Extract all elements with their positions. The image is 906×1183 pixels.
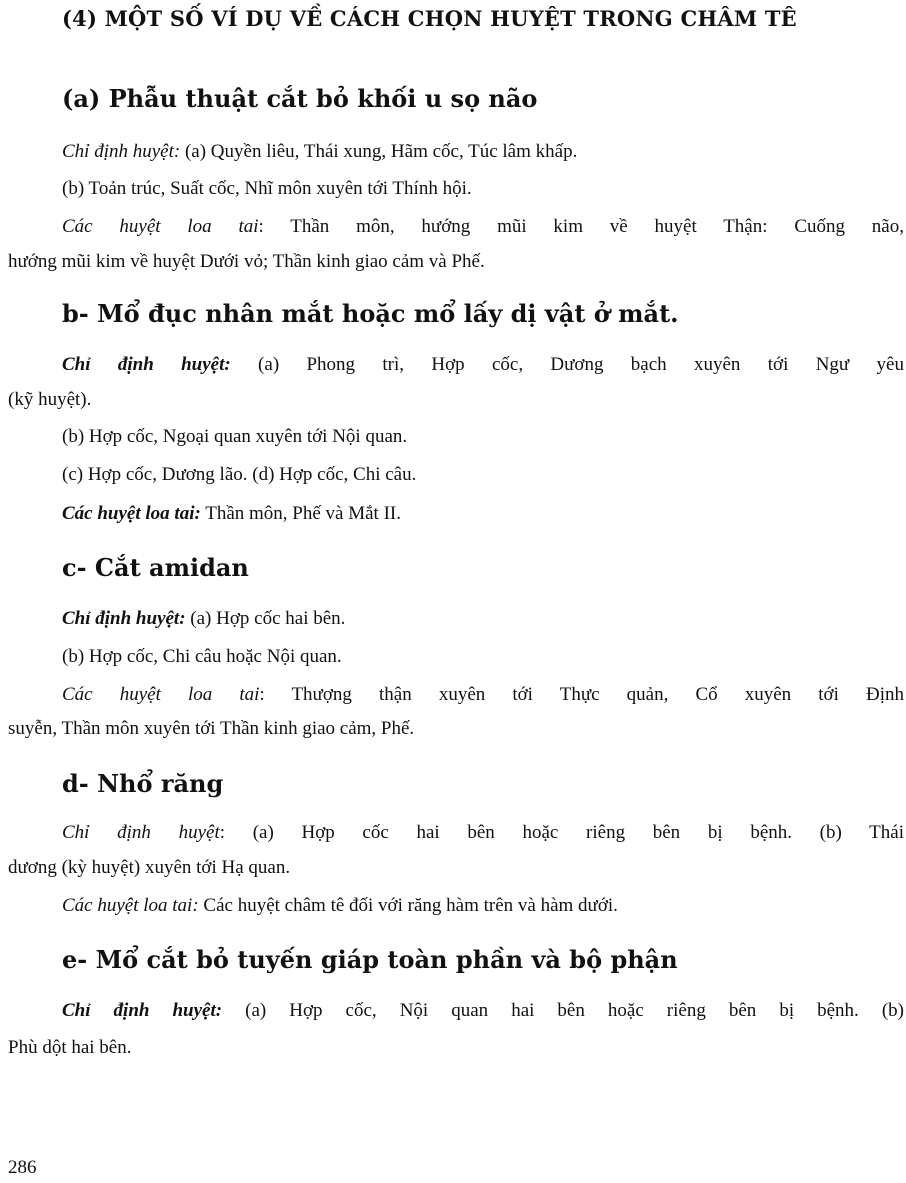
page-number: 286 [8, 1157, 37, 1178]
line-text: (b) Hợp cốc, Ngoại quan xuyên tới Nội quan. [62, 426, 408, 447]
body-line [62, 178, 472, 200]
body-line [8, 1037, 132, 1059]
line-text: Các huyệt châm tê đối với răng hàm trên và hàm dưới. [198, 895, 618, 916]
page-title: (4) MỘT SỐ VÍ DỤ VỀ CÁCH CHỌN HUYỆT TRONG CHÂM TÊ [62, 6, 797, 31]
body-line [62, 1000, 904, 1022]
section-heading-d: d- Nhổ răng [62, 769, 224, 798]
body-line [62, 354, 904, 376]
body-line [62, 426, 407, 448]
section-heading-c: c- Cắt amidan [62, 553, 249, 582]
line-text: (a) Hợp cốc, Nội quan hai bên hoặc riêng bên bị bệnh. (b) [222, 1000, 904, 1021]
body-line [8, 389, 91, 411]
section-heading-a: (a) Phẫu thuật cắt bỏ khối u sọ não [62, 84, 538, 113]
body-line [62, 503, 401, 525]
body-line [62, 646, 342, 668]
line-text: : Thần môn, hướng mũi kim về huyệt Thận: Cuống não, [258, 216, 904, 237]
line-text: : (a) Hợp cốc hai bên hoặc riêng bên bị bệnh. (b) Thái [219, 822, 904, 843]
line-text: Thần môn, Phế và Mắt II. [200, 503, 401, 524]
line-label: Các huyệt loa tai: [62, 895, 199, 916]
line-label: Các huyệt loa tai [62, 684, 260, 705]
line-text: : Thượng thận xuyên tới Thực quản, Cổ xuyên tới Định [259, 684, 904, 705]
line-label: Chỉ định huyệt: [62, 141, 181, 162]
line-text: suyễn, Thần môn xuyên tới Thần kinh giao cảm, Phế. [8, 718, 415, 739]
body-line [62, 608, 345, 630]
body-line [62, 822, 904, 844]
line-label: Các huyệt loa tai [62, 216, 259, 237]
body-line [62, 895, 618, 917]
line-text: Phù dột hai bên. [8, 1037, 132, 1058]
body-line [62, 684, 904, 706]
body-line [8, 718, 414, 740]
line-label: Chỉ định huyệt [62, 822, 220, 843]
line-text: (b) Toản trúc, Suất cốc, Nhĩ môn xuyên tới Thính hội. [62, 178, 472, 199]
line-text: (kỹ huyệt). [8, 389, 92, 410]
line-label: Chỉ định huyệt: [62, 354, 231, 375]
body-line [62, 216, 904, 238]
line-text: dương (kỳ huyệt) xuyên tới Hạ quan. [8, 857, 291, 878]
body-line [62, 141, 577, 163]
line-text: hướng mũi kim về huyệt Dưới vỏ; Thần kinh giao cảm và Phế. [8, 251, 485, 272]
section-heading-b: b- Mổ đục nhân mắt hoặc mổ lấy dị vật ở mắt. [62, 299, 679, 328]
line-text: (a) Quyền liêu, Thái xung, Hãm cốc, Túc lâm khấp. [180, 141, 578, 162]
line-text: (b) Hợp cốc, Chi câu hoặc Nội quan. [62, 646, 342, 667]
body-line [8, 251, 485, 273]
line-text: (a) Hợp cốc hai bên. [185, 608, 346, 629]
body-line [8, 857, 290, 879]
line-label: Chỉ định huyệt: [62, 1000, 223, 1021]
body-line [62, 464, 416, 486]
line-label: Chỉ định huyệt: [62, 608, 186, 629]
line-label: Các huyệt loa tai: [62, 503, 201, 524]
line-text: (a) Phong trì, Hợp cốc, Dương bạch xuyên tới Ngư yêu [230, 354, 904, 375]
section-heading-e: e- Mổ cắt bỏ tuyến giáp toàn phần và bộ phận [62, 945, 678, 974]
line-text: (c) Hợp cốc, Dương lão. (d) Hợp cốc, Chi câu. [62, 464, 417, 485]
